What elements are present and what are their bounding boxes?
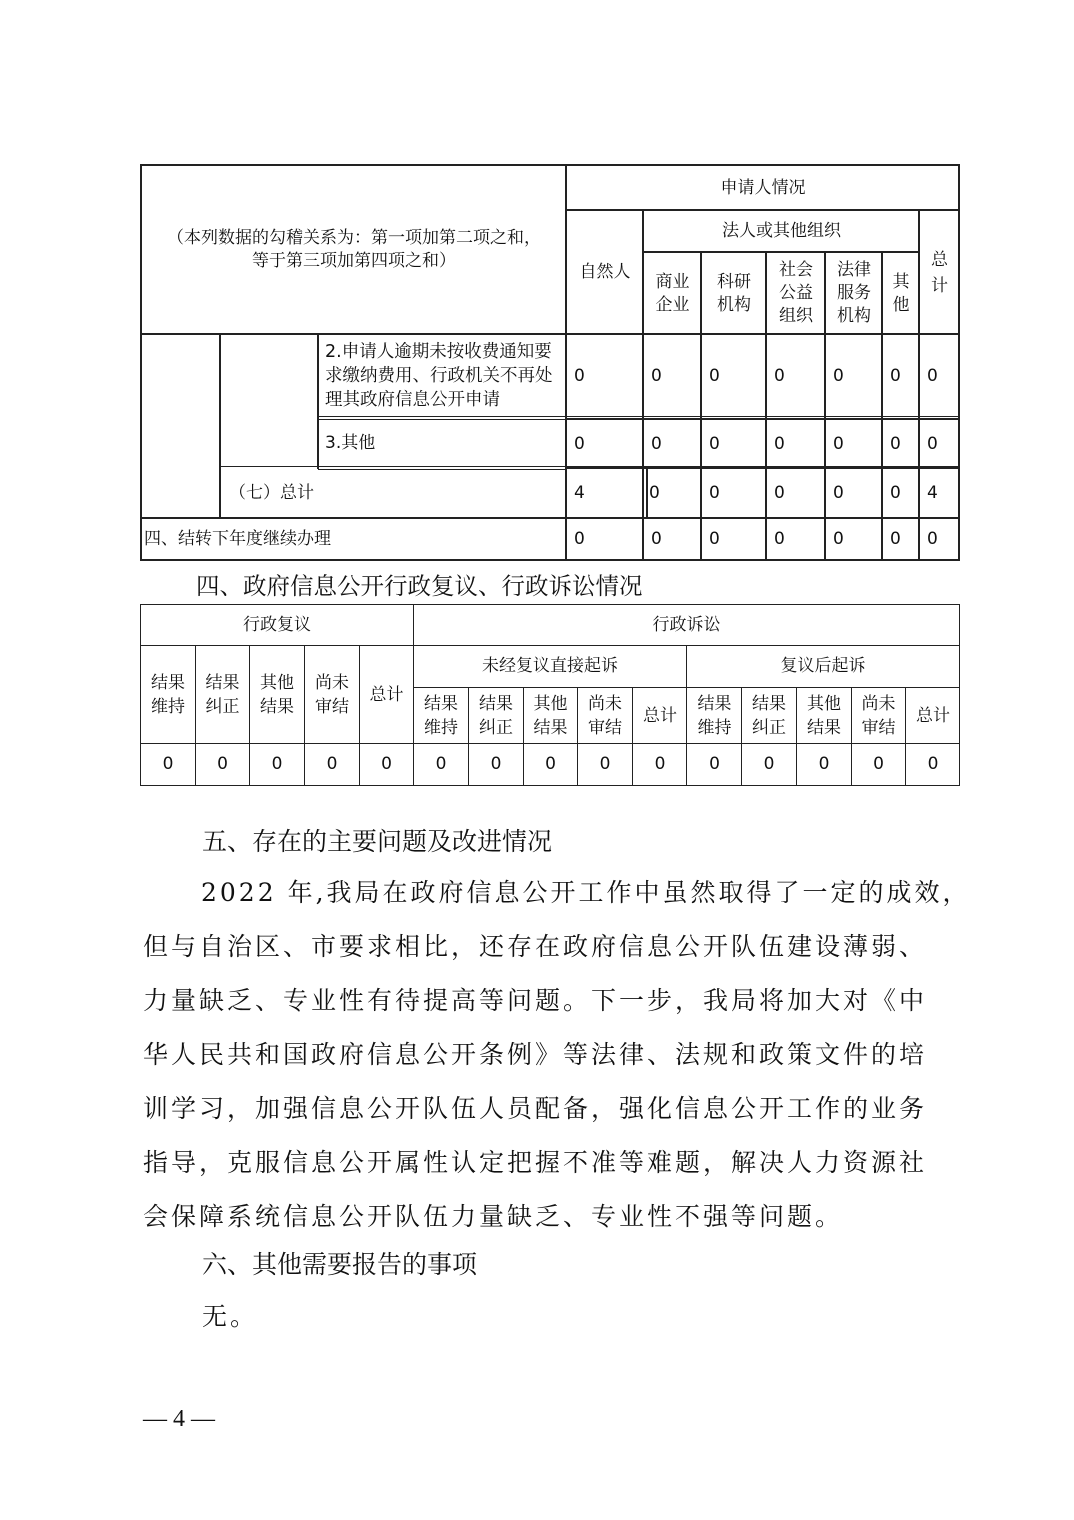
table2-column-header: 尚未 审结 — [861, 693, 896, 738]
natural-person-header: 自然人 — [579, 262, 631, 282]
table2-column-header: 其他 结果 — [533, 693, 568, 738]
review-header: 行政复议 — [243, 614, 311, 635]
table2-column-header: 总计 — [369, 684, 404, 705]
section5-paragraph — [143, 866, 971, 1244]
table1-value-cell: 0 — [774, 483, 785, 503]
org-col-legal-service: 法律 服务 机构 — [837, 260, 871, 326]
section6-body: 无。 — [202, 1302, 259, 1331]
section4-title: 四、政府信息公开行政复议、行政诉讼情况 — [196, 572, 643, 600]
row-label-carryover: 四、结转下年度继续办理 — [144, 528, 331, 549]
table1-value-cell: 0 — [774, 433, 785, 454]
table2-column-header: 结果 维持 — [697, 693, 732, 738]
para-line: 2022 年,我局在政府信息公开工作中虽然取得了一定的成效， — [201, 878, 971, 907]
total-header: 总 计 — [931, 249, 948, 296]
table2-column-header: 总计 — [643, 705, 677, 726]
table1-value-cell: 4 — [927, 483, 938, 503]
para-line: 训学习，加强信息公开队伍人员配备，强化信息公开工作的业务 — [143, 1094, 928, 1123]
table2-value-cell: 0 — [435, 754, 447, 774]
direct-suit-header: 未经复议直接起诉 — [482, 656, 618, 676]
table1-value-cell: 0 — [890, 529, 901, 549]
table1-value-cell: 0 — [709, 483, 720, 503]
applicant-header: 申请人情况 — [720, 177, 806, 198]
table2-value-cell: 0 — [162, 754, 174, 774]
table2-column-header: 总计 — [916, 705, 950, 726]
table2-value-cell: 0 — [599, 754, 611, 774]
table1-value-cell: 0 — [774, 529, 785, 549]
org-col-public-welfare: 社会 公益 组织 — [779, 260, 813, 326]
table2-value-cell: 0 — [271, 754, 283, 774]
para-line: 会保障系统信息公开队伍力量缺乏、专业性不强等问题。 — [143, 1202, 844, 1231]
table2-value-cell: 0 — [326, 754, 338, 774]
section6-title: 六、其他需要报告的事项 — [202, 1250, 478, 1279]
legal-org-header: 法人或其他组织 — [722, 221, 841, 241]
note-line-1: （本列数据的勾稽关系为：第一项加第二项之和， — [167, 228, 541, 248]
note-line-2: 等于第三项加第四项之和） — [252, 251, 456, 271]
table2-value-cell: 0 — [763, 754, 775, 774]
table1-value-cell: 0 — [709, 433, 720, 454]
para-line: 指导，克服信息公开属性认定把握不准等难题，解决人力资源社 — [143, 1148, 928, 1177]
table2-value-cell: 0 — [927, 754, 939, 774]
table1-value-cell: 0 — [651, 529, 662, 549]
table1-value-cell: 0 — [574, 529, 585, 549]
table2-value-cell: 0 — [818, 754, 830, 774]
row-label-total: （七）总计 — [229, 483, 314, 503]
org-col-other: 其 他 — [892, 271, 910, 315]
after-review-header: 复议后起诉 — [780, 656, 866, 676]
table2-column-header: 结果 维持 — [151, 672, 185, 717]
table2-column-header: 其他 结果 — [260, 672, 294, 717]
table1-value-cell: 0 — [890, 483, 901, 503]
para-line: 但与自治区、市要求相比，还存在政府信息公开队伍建设薄弱、 — [143, 932, 928, 961]
litigation-header: 行政诉讼 — [652, 614, 721, 635]
org-col-business: 商业 企业 — [655, 271, 690, 315]
table2-column-header: 尚未 审结 — [588, 693, 622, 738]
table2-value-cell: 0 — [490, 754, 502, 774]
table1-value-cell: 0 — [774, 366, 785, 386]
table1-value-cell: 0 — [833, 483, 844, 503]
table2-column-header: 结果 维持 — [424, 693, 458, 738]
table-border — [140, 785, 960, 786]
table1-value-cell: 0 — [651, 433, 662, 454]
table2-value-cell: 0 — [654, 754, 666, 774]
table2-value-cell: 0 — [217, 754, 228, 774]
table2-column-header: 其他 结果 — [807, 693, 841, 738]
table2-value-cell: 0 — [709, 754, 720, 774]
para-line: 力量缺乏、专业性有待提高等问题。下一步，我局将加大对《中 — [143, 986, 928, 1015]
table1-value-cell: 0 — [574, 366, 585, 386]
row-label-text: 2.申请人逾期未按收费通知要求缴纳费用、行政机关不再处理其政府信息公开申请 — [325, 342, 553, 410]
table1-value-cell: 0 — [709, 529, 720, 549]
org-col-research: 科研 机构 — [717, 271, 751, 315]
table1-value-cell: 0 — [574, 433, 585, 454]
table1-value-cell: 0 — [649, 483, 660, 503]
table2-column-header: 结果 纠正 — [752, 693, 786, 738]
table1-value-cell: 0 — [890, 433, 901, 454]
table1-value-cell: 0 — [927, 366, 938, 386]
table1-value-cell: 4 — [574, 483, 585, 503]
row-label-other: 3.其他 — [325, 432, 376, 453]
table2-value-cell: 0 — [873, 754, 884, 774]
table1-value-cell: 0 — [651, 366, 662, 386]
table2-column-header: 尚未 审结 — [315, 672, 349, 717]
page-number: — 4 — — [143, 1406, 215, 1432]
section5-title: 五、存在的主要问题及改进情况 — [202, 827, 553, 856]
para-line: 华人民共和国政府信息公开条例》等法律、法规和政策文件的培 — [143, 1040, 928, 1069]
table1-value-cell: 0 — [927, 529, 938, 549]
table2-column-header: 结果 纠正 — [479, 693, 513, 738]
table1-value-cell: 0 — [709, 366, 720, 386]
table1-value-cell: 0 — [890, 366, 901, 386]
table1-value-cell: 0 — [927, 433, 938, 454]
table2-value-cell: 0 — [381, 754, 392, 774]
table1-value-cell: 0 — [833, 366, 844, 386]
table2-column-header: 结果 纠正 — [205, 672, 240, 717]
table1-value-cell: 0 — [833, 529, 844, 549]
table1-value-cell: 0 — [833, 433, 844, 454]
table2-value-cell: 0 — [545, 754, 556, 774]
